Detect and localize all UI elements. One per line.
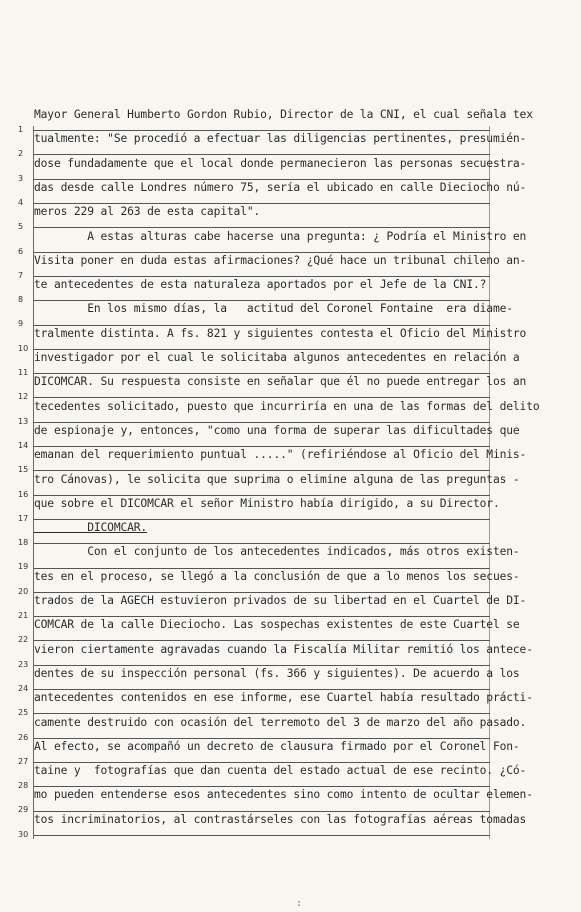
text-line: mo pueden entenderse esos antecedentes sino como intento de ocultar elemen- — [34, 788, 533, 802]
line-number: 22 — [18, 635, 29, 645]
line-number: 6 — [18, 246, 24, 256]
line-number: 27 — [18, 756, 29, 766]
text-line: de espionaje y, entonces, "como una forma de superar las dificultades que — [34, 423, 520, 437]
text-line: Mayor General Humberto Gordon Rubio, Director de la CNI, el cual señala tex — [34, 108, 533, 121]
line-number: 23 — [18, 659, 29, 669]
text-line: A estas alturas cabe hacerse una pregunta: ¿ Podría el Ministro en — [34, 229, 527, 243]
line-number: 12 — [18, 392, 29, 402]
line-number: 20 — [18, 586, 29, 596]
line-number: 13 — [18, 416, 29, 426]
line-number: 30 — [18, 829, 29, 839]
line-number: 25 — [18, 708, 29, 718]
text-line: tralmente distinta. A fs. 821 y siguientes contesta el Oficio del Ministro — [34, 326, 527, 340]
text-line: DICOMCAR. Su respuesta consiste en señalar que él no puede entregar los an — [34, 375, 527, 389]
line-number: 17 — [18, 513, 29, 523]
line-number: 26 — [18, 732, 29, 742]
text-line: Visita poner en duda estas afirmaciones? ¿Qué hace un tribunal chileno an- — [34, 253, 527, 267]
text-line: investigador por el cual le solicitaba algunos antecedentes en relación a — [34, 351, 520, 364]
section-heading: DICOMCAR. — [34, 521, 148, 535]
line-number: 18 — [18, 538, 29, 548]
line-number: 16 — [18, 489, 29, 499]
text-line: trados de la AGECH estuvieron privados de su libertad en el Cuartel de DI- — [34, 594, 527, 607]
text-line: COMCAR de la calle Dieciocho. Las sospechas existentes de este Cuartel se — [34, 618, 520, 632]
text-line: antecedentes contenidos en ese informe, ese Cuartel había resultado prácti- — [34, 691, 533, 705]
line-number: 24 — [18, 683, 29, 693]
line-number: 28 — [18, 781, 29, 791]
line-number: 2 — [18, 149, 24, 159]
line-number: 7 — [18, 270, 24, 280]
text-line: das desde calle Londres número 75, sería el ubicado en calle Dieciocho nú- — [34, 180, 527, 194]
line-number: 5 — [18, 222, 24, 232]
line-number: 8 — [18, 295, 24, 305]
line-number: 9 — [18, 319, 24, 329]
text-line: tualmente: "Se procedió a efectuar las diligencias pertinentes, presumién- — [34, 132, 527, 146]
text-line: Con el conjunto de los antecedentes indicados, más otros existen- — [34, 545, 520, 559]
text-line: En los mismo días, la actitud del Coronel Fontaine era diame- — [34, 302, 513, 316]
text-line: emanan del requerimiento puntual ....." (refiriéndose al Oficio del Minis- — [34, 448, 527, 462]
text-line: tes en el proceso, se llegó a la conclusión de que a lo menos los secues- — [34, 569, 520, 583]
text-line: tro Cánovas), le solicita que suprima o elimine alguna de las preguntas - — [34, 472, 520, 486]
footer-mark: : — [296, 898, 303, 909]
text-line: te antecedentes de esta naturaleza aportados por el Jefe de la CNI.? — [34, 278, 487, 292]
text-line: camente destruido con ocasión del terremoto del 3 de marzo del año pasado. — [34, 715, 527, 729]
line-number: 3 — [18, 173, 24, 183]
text-line: que sobre el DICOMCAR el señor Ministro había dirigido, a su Director. — [34, 496, 500, 510]
line-number: 11 — [18, 368, 29, 377]
line-number: 15 — [18, 465, 29, 475]
text-line: meros 229 al 263 de esta capital". — [34, 205, 261, 219]
line-number: 29 — [18, 805, 29, 815]
line-number: 19 — [18, 562, 29, 572]
line-number: 21 — [18, 611, 29, 620]
line-number: 10 — [18, 343, 29, 353]
line-number: 14 — [18, 440, 29, 450]
text-line: dose fundadamente que el local donde permanecieron las personas secuestra- — [34, 156, 527, 170]
text-line: vieron ciertamente agravadas cuando la Fiscalía Militar remitió los antece- — [34, 642, 533, 656]
line-number: 1 — [18, 125, 24, 134]
text-line: taine y fotografías que dan cuenta del estado actual de ese recinto. ¿Có- — [34, 764, 527, 778]
text-line: tos incriminatorios, al contrastárseles con las fotografías aéreas tomadas — [34, 812, 527, 826]
text-line: tecedentes solicitado, puesto que incurriría en una de las formas del delito — [34, 399, 540, 413]
line-number: 4 — [18, 197, 24, 207]
text-line: dentes de su inspección personal (fs. 366 y siguientes). De acuerdo a los — [34, 666, 520, 680]
text-line: Al efecto, se acompañó un decreto de clausura firmado por el Coronel Fon- — [34, 739, 520, 753]
